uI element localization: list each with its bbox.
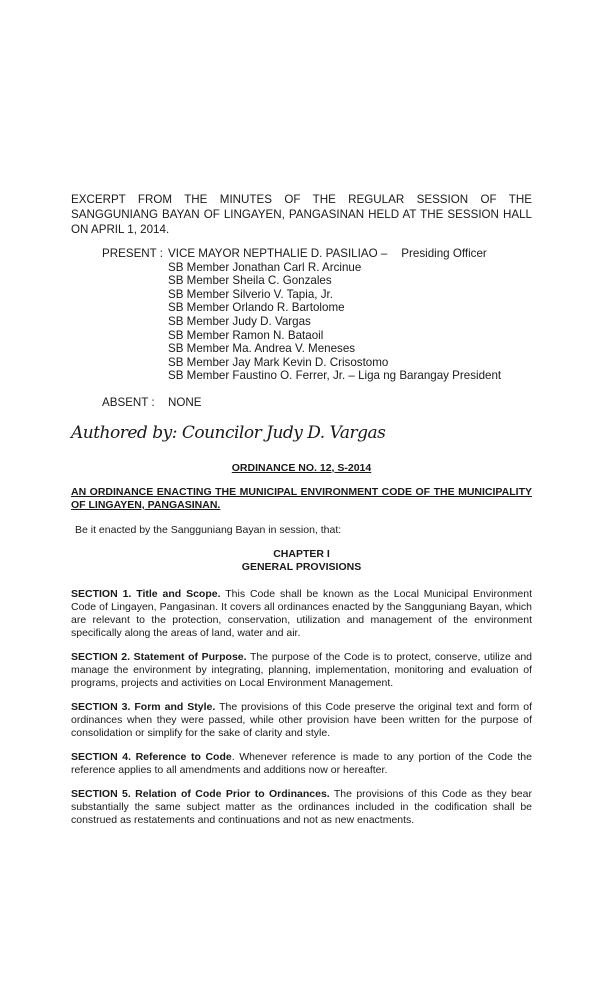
section-text: The provisions of this Code as they bear substantially the same subject matter as the ordinances included in the codification shall be construed as restatements and continuations and not as new enactments. bbox=[71, 787, 532, 826]
sections bbox=[71, 588, 532, 827]
absent-row bbox=[102, 396, 532, 410]
chapter-heading bbox=[71, 548, 532, 574]
section-heading: SECTION 5. Relation of Code Prior to Ordinances. bbox=[71, 787, 330, 800]
enacting-clause: Be it enacted by the Sangguniang Bayan in session, that: bbox=[75, 523, 342, 536]
section-heading: SECTION 4. Reference to Code bbox=[71, 750, 232, 763]
chapter-number: CHAPTER I bbox=[273, 547, 330, 560]
member: SB Member Silverio V. Tapia, Jr. bbox=[168, 287, 333, 301]
section-1 bbox=[71, 588, 532, 640]
member: SB Member Jonathan Carl R. Arcinue bbox=[168, 260, 362, 274]
section-heading: SECTION 2. Statement of Purpose. bbox=[71, 650, 247, 663]
absent-value: NONE bbox=[168, 395, 202, 409]
present-label: PRESENT : bbox=[102, 247, 163, 260]
ordinance-number bbox=[71, 462, 532, 475]
section-text: . Whenever reference is made to any portion of the Code the reference applies to all amendments and additions now or hereafter. bbox=[71, 750, 532, 776]
presiding-officer: VICE MAYOR NEPTHALIE D. PASILIAO – bbox=[168, 247, 388, 260]
minutes-header: EXCERPT FROM THE MINUTES OF THE REGULAR SESSION OF THE SANGGUNIANG BAYAN OF LINGAYEN, PANGASINAN HELD AT THE SESSION HALL ON APRIL 1, 2014. bbox=[71, 193, 532, 236]
author-line: Authored by: Councilor Judy D. Vargas bbox=[71, 422, 386, 443]
absent-label: ABSENT : bbox=[102, 395, 155, 409]
section-text: The provisions of this Code preserve the original text and form of ordinances when they were passed, while other provision have been written for the purpose of consolidation or simplify for the sake of clarity and style. bbox=[71, 700, 532, 739]
member: SB Member Faustino O. Ferrer, Jr. – Liga ng Barangay President bbox=[168, 369, 502, 383]
ordinance-number-text: ORDINANCE NO. 12, S-2014 bbox=[231, 461, 372, 474]
presiding-role: Presiding Officer bbox=[401, 247, 487, 260]
member: SB Member Ma. Andrea V. Meneses bbox=[168, 342, 356, 356]
section-5 bbox=[71, 788, 532, 827]
member: SB Member Ramon N. Bataoil bbox=[168, 328, 324, 342]
section-text: This Code shall be known as the Local Municipal Environment Code of Lingayen, Pangasinan. It covers all ordinances enacted by the Sangguniang Bayan, which are relevant to the protection, conservation, utilization and management of the environment specifically along the areas of land, water and air. bbox=[71, 587, 532, 639]
section-heading: SECTION 3. Form and Style. bbox=[71, 700, 216, 713]
ordinance-title: AN ORDINANCE ENACTING THE MUNICIPAL ENVIRONMENT CODE OF THE MUNICIPALITY OF LINGAYEN, PANGASINAN. bbox=[71, 485, 532, 511]
section-text: The purpose of the Code is to protect, conserve, utilize and manage the environment by integrating, planning, implementation, monitoring and evaluation of programs, projects and activities on Local Environment Management. bbox=[71, 650, 532, 689]
member: SB Member Judy D. Vargas bbox=[168, 314, 311, 328]
section-3 bbox=[71, 701, 532, 740]
member: SB Member Orlando R. Bartolome bbox=[168, 301, 345, 315]
section-2 bbox=[71, 651, 532, 690]
present-list bbox=[102, 247, 532, 383]
document-body bbox=[71, 192, 532, 838]
member: SB Member Sheila C. Gonzales bbox=[168, 274, 332, 288]
section-4 bbox=[71, 751, 532, 777]
member: SB Member Jay Mark Kevin D. Crisostomo bbox=[168, 355, 389, 369]
section-heading: SECTION 1. Title and Scope. bbox=[71, 587, 221, 600]
chapter-title: GENERAL PROVISIONS bbox=[241, 560, 362, 573]
